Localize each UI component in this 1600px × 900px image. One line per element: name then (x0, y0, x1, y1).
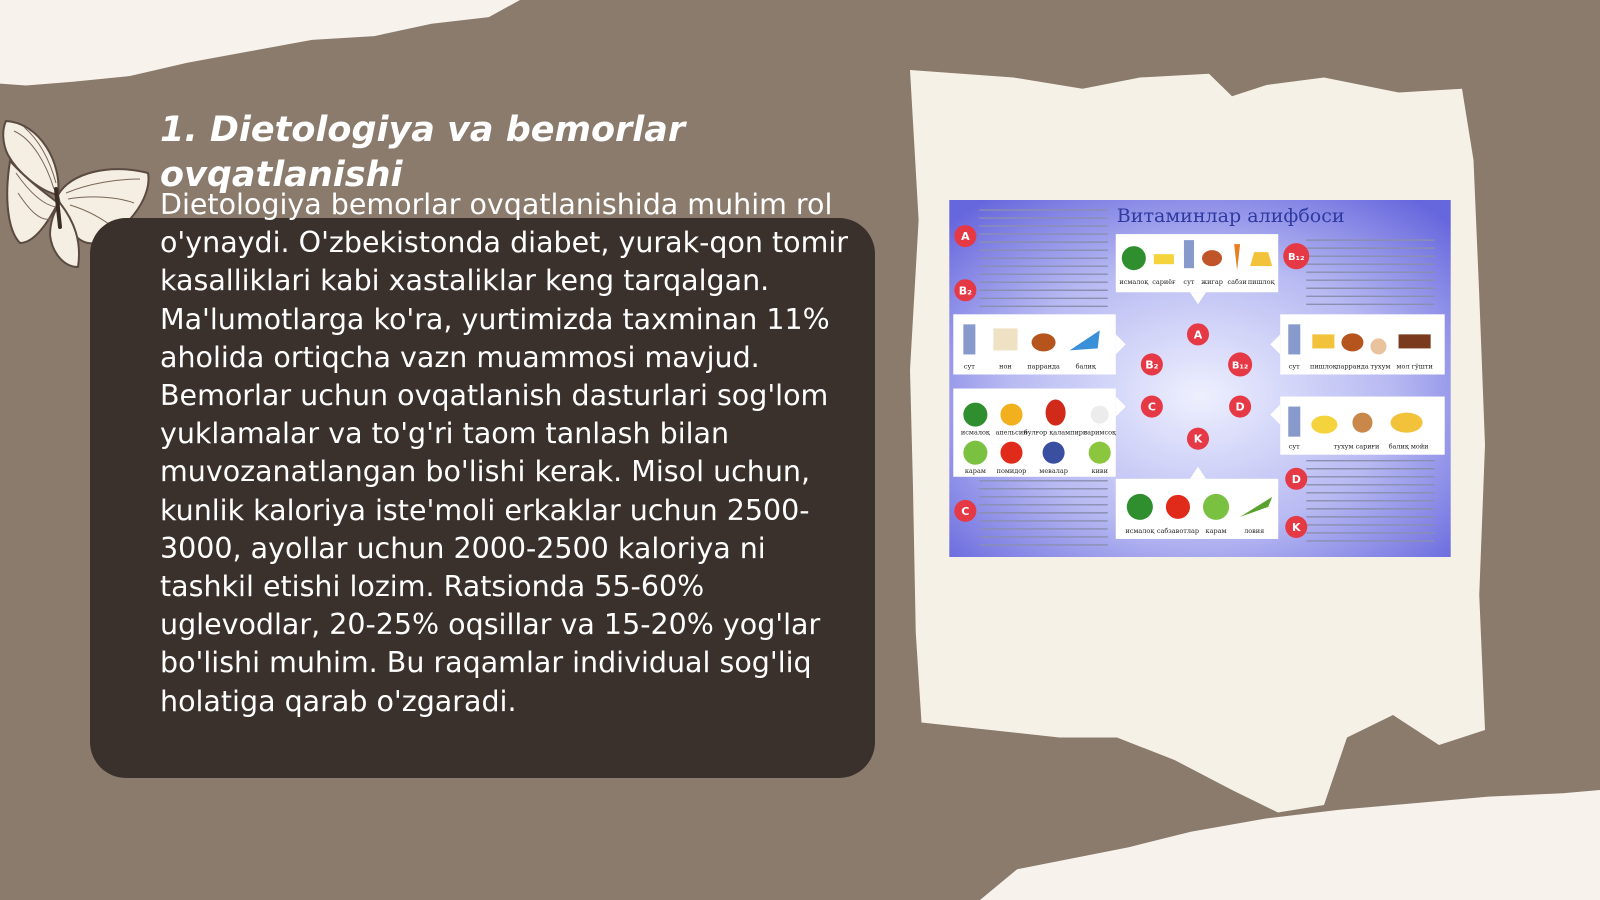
badge-a: A (1193, 328, 1203, 342)
slide-body-text: Dietologiya bemorlar ovqatlanishida muhim rol o'ynaydi. O'zbekistonda diabet, yurak-qon tomir kasalliklari kabi xastaliklar keng tarqalgan. Ma'lumotlarga ko'ra, yurtimizda taxminan 11% aholida ortiqcha vazn muammosi mavjud. Bemorlar uchun ovqatlanish dasturlari sog'lom yuklamalar va to'g'ri taom tanlash bilan muvozanatlangan bo'lishi kerak. Misol uchun, kunlik kaloriya iste'moli erkaklar uchun 2500-3000, ayollar uchun 2000-2500 kaloriya ni tashkil etishi lozim. Ratsionda 55-60% uglevodlar, 20-25% oqsillar va 15-20% yog'lar bo'lishi muhim. Bu raqamlar individual sog'liq holatiga qarab o'zgaradi. (160, 188, 849, 718)
label: тухум (1370, 362, 1391, 371)
label: пишлоқ (1247, 278, 1275, 287)
badge-k: K (1193, 432, 1203, 446)
label: жигар (1201, 278, 1223, 287)
label: сут (1288, 362, 1300, 371)
label: парранда (1027, 362, 1060, 371)
badge-c: C (961, 504, 970, 518)
label: киви (1091, 466, 1108, 475)
label: сабзи (1227, 278, 1247, 287)
label: пишлоқ (1309, 362, 1337, 371)
label: помидор (996, 466, 1027, 475)
label: мевалар (1039, 466, 1068, 475)
label: тухум сариғи (1333, 442, 1380, 451)
label: исмалоқ (1119, 278, 1149, 287)
badge-d: D (1235, 400, 1245, 414)
badge-d: D (1291, 472, 1301, 486)
vitamin-alphabet-poster (949, 200, 1451, 557)
badge-b2: B₂ (958, 284, 972, 298)
badge-b2: B₂ (1145, 358, 1159, 372)
label: саримсоқ (1083, 428, 1117, 437)
badge-b12: B₁₂ (1288, 252, 1305, 264)
label: исмалоқ (960, 428, 990, 437)
badge-a: A (961, 230, 970, 244)
slide-title: 1. Dietologiya va bemorlar ovqatlanishi (160, 110, 686, 195)
label: карам (1205, 526, 1227, 535)
label: сут (1288, 442, 1300, 451)
label: апельсин (995, 428, 1028, 437)
poster-title: Витаминлар алифбоси (1116, 205, 1345, 228)
label: исмалоқ (1125, 526, 1155, 535)
label: нон (999, 362, 1012, 371)
label: сабзавотлар (1156, 526, 1200, 535)
label: булғор қалампири (1023, 428, 1088, 437)
label: сут (963, 362, 975, 371)
label: сут (1183, 278, 1195, 287)
label: сариёғ (1152, 278, 1176, 287)
label: парранда (1336, 362, 1369, 371)
badge-b12: B₁₂ (1231, 360, 1249, 372)
badge-c: C (1147, 400, 1156, 414)
label: ловия (1244, 526, 1265, 535)
label: карам (964, 466, 986, 475)
label: балиқ (1075, 362, 1096, 371)
label: мол гўшти (1396, 362, 1433, 371)
badge-k: K (1291, 520, 1301, 534)
label: балиқ мойи (1388, 442, 1429, 451)
torn-paper-top (0, 0, 520, 95)
